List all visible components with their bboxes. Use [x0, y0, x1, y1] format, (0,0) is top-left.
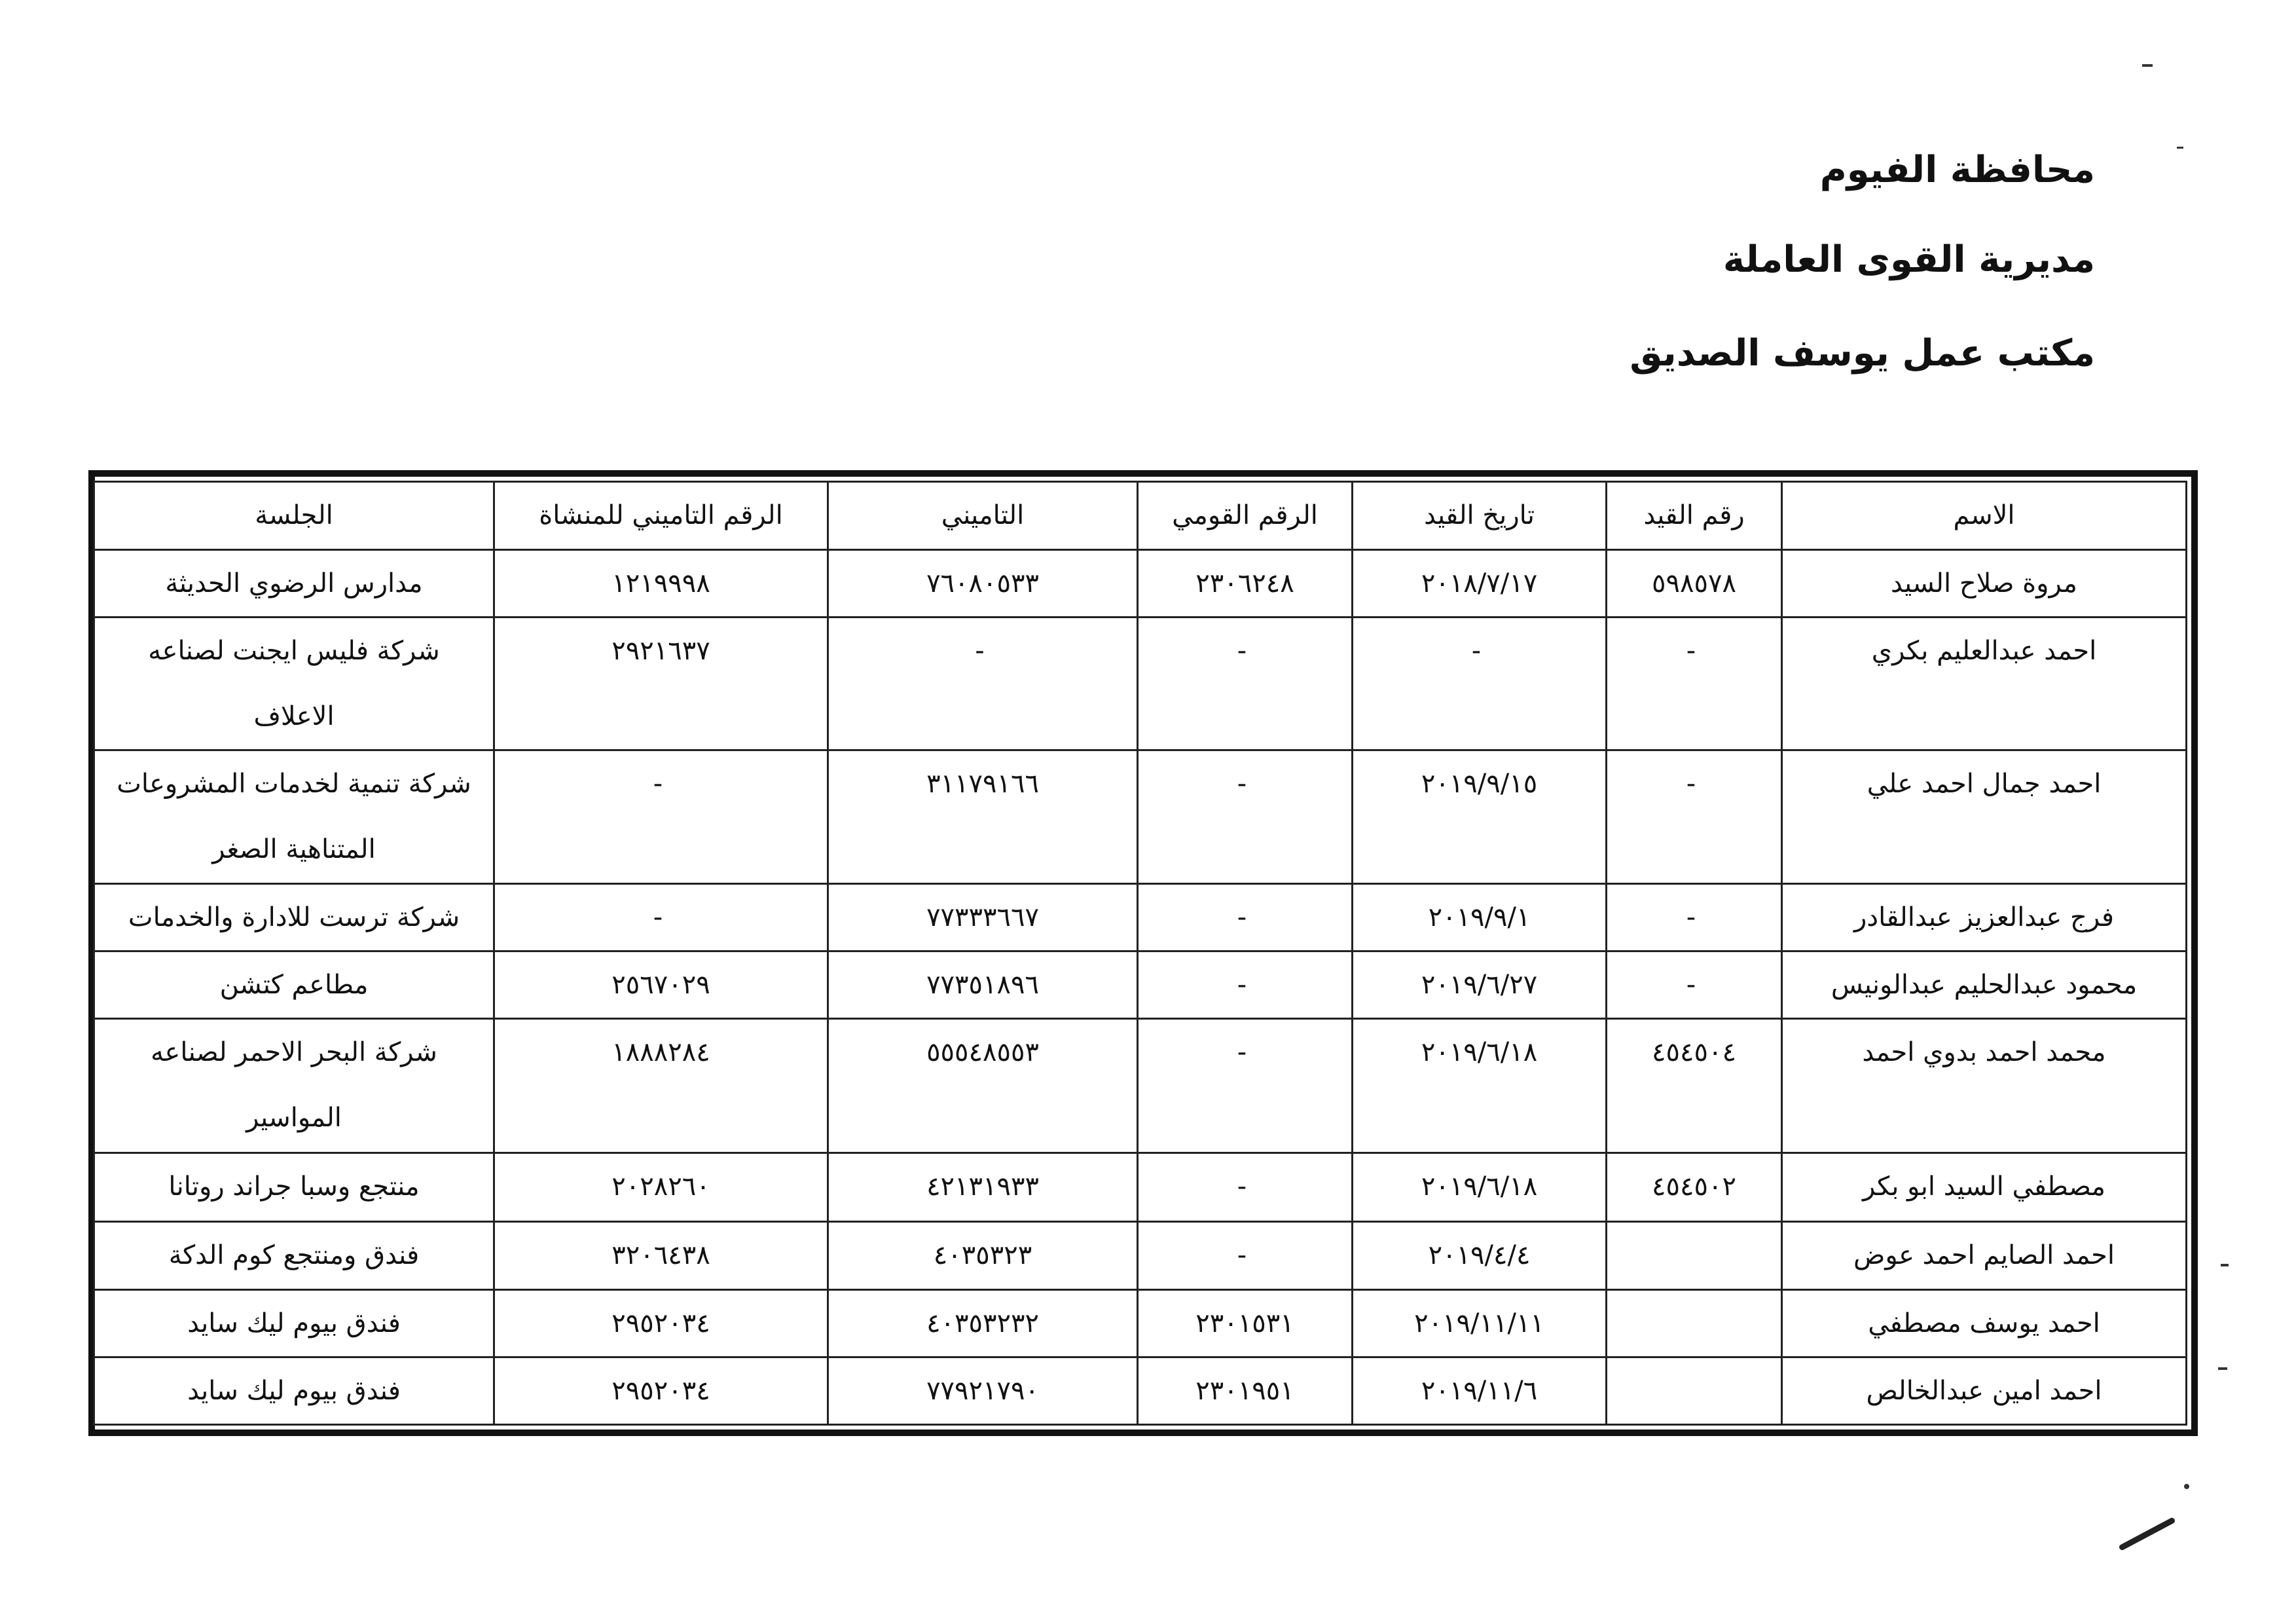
cell-session: مدارس الرضوي الحديثة: [94, 550, 494, 618]
cell-insurance: ٧٧٩٢١٧٩٠: [828, 1357, 1138, 1424]
table-row: [94, 883, 2187, 951]
cell-reg-date: ٢٠١٩/٩/١: [1353, 883, 1607, 951]
cell-national-id: -: [1138, 883, 1353, 951]
cell-name: محمود عبدالحليم عبدالونيس: [1782, 951, 2187, 1018]
cell-reg-no: -: [1607, 618, 1782, 750]
cell-national-id: -: [1138, 618, 1353, 750]
cell-facility-insurance: ٢٩٥٢٠٣٤: [494, 1289, 828, 1357]
cell-national-id: ٢٣٠١٥٣١: [1138, 1289, 1353, 1357]
table-row: [94, 1222, 2187, 1289]
cell-national-id: -: [1138, 1222, 1353, 1289]
cell-session: فندق بيوم ليك سايد: [94, 1357, 494, 1424]
table-row: [94, 618, 2187, 750]
cell-name: مروة صلاح السيد: [1782, 550, 2187, 618]
cell-name: احمد الصايم احمد عوض: [1782, 1222, 2187, 1289]
cell-name: مصطفي السيد ابو بكر: [1782, 1153, 2187, 1222]
cell-reg-date: ٢٠١٩/١١/١١: [1353, 1289, 1607, 1357]
cell-insurance: ٣١١٧٩١٦٦: [828, 750, 1138, 883]
cell-insurance: ٤٠٣٥٣٢٣: [828, 1222, 1138, 1289]
cell-reg-no: -: [1607, 951, 1782, 1018]
cell-name: احمد امين عبدالخالص: [1782, 1357, 2187, 1424]
cell-insurance: -: [828, 618, 1138, 750]
cell-session: منتجع وسبا جراند روتانا: [94, 1153, 494, 1222]
cell-reg-no: [1607, 1222, 1782, 1289]
cell-reg-no: -: [1607, 750, 1782, 883]
col-header-facility-insurance: الرقم التاميني للمنشاة: [494, 482, 828, 550]
col-header-session: الجلسة: [94, 482, 494, 550]
cell-name: احمد يوسف مصطفي: [1782, 1289, 2187, 1357]
cell-facility-insurance: ١٨٨٨٢٨٤: [494, 1019, 828, 1153]
table-row: [94, 951, 2187, 1018]
cell-reg-date: ٢٠١٩/٤/٤: [1353, 1222, 1607, 1289]
cell-session: فندق بيوم ليك سايد: [94, 1289, 494, 1357]
header-row: [94, 482, 2187, 550]
records-table: [93, 481, 2187, 1426]
cell-reg-no: ٥٩٨٥٧٨: [1607, 550, 1782, 618]
cell-name: احمد عبدالعليم بكري: [1782, 618, 2187, 750]
col-header-reg-date: تاريخ القيد: [1353, 482, 1607, 550]
pen-stroke: [2118, 1517, 2176, 1551]
cell-national-id: -: [1138, 750, 1353, 883]
table-row: [94, 1019, 2187, 1153]
cell-facility-insurance: ٢٩٥٢٠٣٤: [494, 1357, 828, 1424]
cell-national-id: -: [1138, 951, 1353, 1018]
cell-national-id: -: [1138, 1153, 1353, 1222]
cell-name: احمد جمال احمد علي: [1782, 750, 2187, 883]
cell-reg-date: ٢٠١٩/١١/٦: [1353, 1357, 1607, 1424]
cell-reg-no: ٤٥٤٥٠٢: [1607, 1153, 1782, 1222]
cell-session: شركة البحر الاحمر لصناعه المواسير: [94, 1019, 494, 1153]
cell-reg-date: ٢٠١٩/٦/٢٧: [1353, 951, 1607, 1018]
cell-national-id: ٢٣٠٦٢٤٨: [1138, 550, 1353, 618]
scan-speck: [2221, 1264, 2229, 1266]
cell-session: شركة تنمية لخدمات المشروعات المتناهية الصغر: [94, 750, 494, 883]
cell-name: محمد احمد بدوي احمد: [1782, 1019, 2187, 1153]
cell-facility-insurance: ٢٠٢٨٢٦٠: [494, 1153, 828, 1222]
cell-facility-insurance: ٢٩٢١٦٣٧: [494, 618, 828, 750]
cell-name: فرج عبدالعزيز عبدالقادر: [1782, 883, 2187, 951]
cell-facility-insurance: -: [494, 883, 828, 951]
table-row: [94, 1153, 2187, 1222]
cell-facility-insurance: ٢٥٦٧٠٢٩: [494, 951, 828, 1018]
cell-insurance: ٥٥٥٤٨٥٥٣: [828, 1019, 1138, 1153]
cell-reg-no: ٤٥٤٥٠٤: [1607, 1019, 1782, 1153]
col-header-insurance: التاميني: [828, 482, 1138, 550]
cell-insurance: ٧٧٣٥١٨٩٦: [828, 951, 1138, 1018]
cell-insurance: ٤٢١٣١٩٣٣: [828, 1153, 1138, 1222]
cell-insurance: ٤٠٣٥٣٢٣٢: [828, 1289, 1138, 1357]
cell-reg-date: ٢٠١٨/٧/١٧: [1353, 550, 1607, 618]
table-row: [94, 550, 2187, 618]
cell-reg-no: [1607, 1357, 1782, 1424]
table-row: [94, 750, 2187, 883]
header-governorate: محافظة الفيوم: [1819, 149, 2095, 191]
cell-session: مطاعم كتشن: [94, 951, 494, 1018]
cell-facility-insurance: ١٢١٩٩٩٨: [494, 550, 828, 618]
header-directorate: مديرية القوى العاملة: [1722, 238, 2095, 281]
cell-national-id: -: [1138, 1019, 1353, 1153]
table-row: [94, 1357, 2187, 1424]
header-office: مكتب عمل يوسف الصديق: [1630, 332, 2095, 375]
scan-speck: [2184, 1484, 2189, 1489]
cell-reg-no: [1607, 1289, 1782, 1357]
col-header-reg-no: رقم القيد: [1607, 482, 1782, 550]
cell-insurance: ٧٦٠٨٠٥٣٣: [828, 550, 1138, 618]
col-header-name: الاسم: [1782, 482, 2187, 550]
cell-session: فندق ومنتجع كوم الدكة: [94, 1222, 494, 1289]
cell-session: شركة فليس ايجنت لصناعه الاعلاف: [94, 618, 494, 750]
cell-reg-no: -: [1607, 883, 1782, 951]
cell-reg-date: ٢٠١٩/٦/١٨: [1353, 1153, 1607, 1222]
scan-speck: [2142, 64, 2153, 67]
records-table-frame: [88, 470, 2198, 1436]
cell-facility-insurance: -: [494, 750, 828, 883]
cell-insurance: ٧٧٣٣٣٦٦٧: [828, 883, 1138, 951]
cell-reg-date: ٢٠١٩/٦/١٨: [1353, 1019, 1607, 1153]
cell-session: شركة ترست للادارة والخدمات: [94, 883, 494, 951]
scan-speck: [2218, 1367, 2227, 1370]
cell-reg-date: ٢٠١٩/٩/١٥: [1353, 750, 1607, 883]
cell-national-id: ٢٣٠١٩٥١: [1138, 1357, 1353, 1424]
scan-speck: [2177, 147, 2183, 149]
col-header-national-id: الرقم القومي: [1138, 482, 1353, 550]
table-row: [94, 1289, 2187, 1357]
cell-facility-insurance: ٣٢٠٦٤٣٨: [494, 1222, 828, 1289]
cell-reg-date: -: [1353, 618, 1607, 750]
